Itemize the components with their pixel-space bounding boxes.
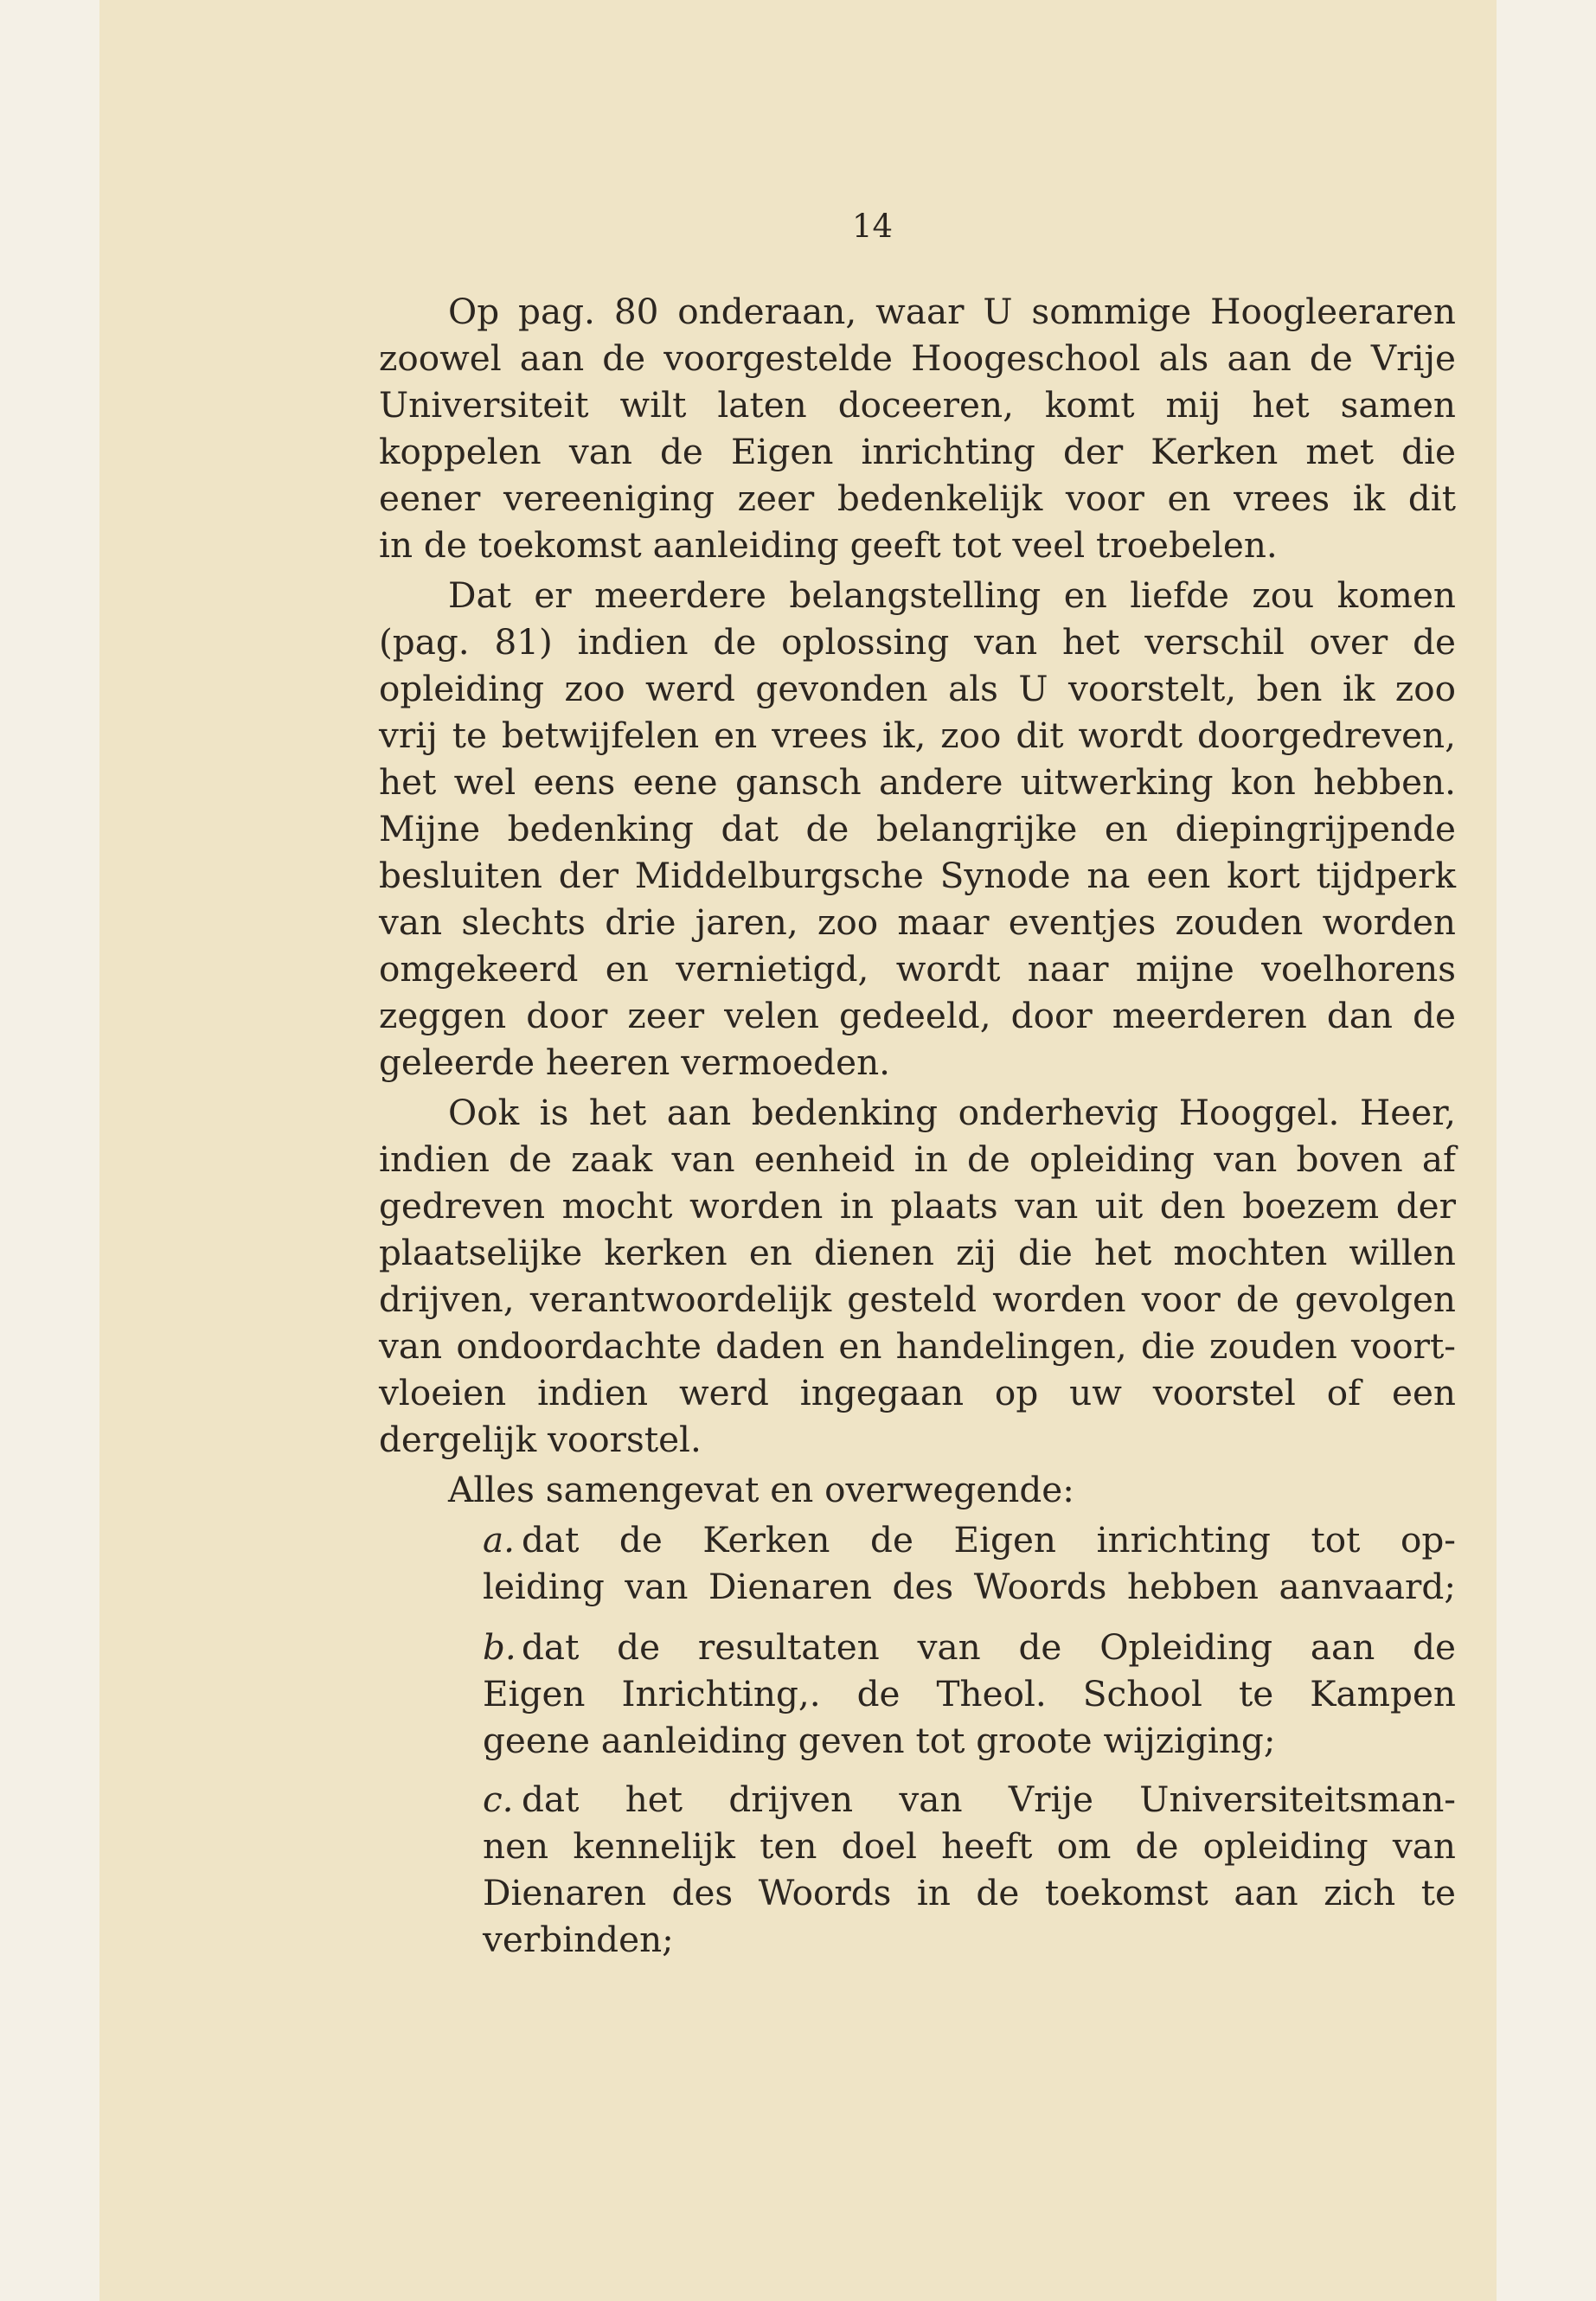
text-line: opleiding zoo werd gevonden als U voorstelt, ben ik zoo [379,668,1456,709]
list-label-text: b. [483,1626,516,1668]
text-line: van ondoordachte daden en handelingen, die zouden voort- [379,1325,1456,1367]
text-line: geene aanleiding geven tot groote wijziging; [483,1720,1276,1761]
text-line: zeggen door zeer velen gedeeld, door meerderen dan de [379,995,1456,1036]
page-number: 14 [852,208,894,245]
text-line: nen kennelijk ten doel heeft om de opleiding van [483,1825,1456,1867]
text-line: Op pag. 80 onderaan, waar U sommige Hoogleeraren [448,291,1456,332]
text-line: zoowel aan de voorgestelde Hoogeschool als aan de Vrije [379,337,1456,379]
list-label-text: a. [483,1519,516,1561]
text-line: besluiten der Middelburgsche Synode na een kort tijdperk [379,855,1456,896]
text-line: het wel eens eene gansch andere uitwerking kon hebben. [379,761,1456,803]
text-line: Universiteit wilt laten doceeren, komt mij het samen [379,384,1456,426]
text-line: dat het drijven van Vrije Universiteitsman- [522,1779,1456,1820]
text-line: omgekeerd en vernietigd, wordt naar mijne voelhorens [379,948,1456,990]
text-line: Dienaren des Woords in de toekomst aan zich te [483,1872,1456,1913]
text-line: vrij te betwijfelen en vrees ik, zoo dit wordt doorgedreven, [379,715,1456,756]
text-line: in de toekomst aanleiding geeft tot veel troebelen. [379,524,1278,566]
text-line: plaatselijke kerken en dienen zij die het mochten willen [379,1232,1456,1273]
text-line: drijven, verantwoordelijk gesteld worden voor de gevolgen [379,1279,1456,1320]
text-line: Eigen Inrichting,. de Theol. School te Kampen [483,1673,1456,1715]
text-line: Mijne bedenking dat de belangrijke en diepingrijpende [379,808,1456,849]
book-page [99,0,1497,2301]
text-line: vloeien indien werd ingegaan op uw voorstel of een [379,1372,1456,1413]
text-line: indien de zaak van eenheid in de opleiding van boven af [379,1138,1456,1180]
text-line: dat de resultaten van de Opleiding aan de [522,1626,1456,1668]
text-line: verbinden; [483,1919,674,1960]
text-line: Dat er meerdere belangstelling en liefde zou komen [448,574,1456,616]
list-label [483,1775,514,1823]
text-line: gedreven mocht worden in plaats van uit den boezem der [379,1185,1456,1227]
text-line: leiding van Dienaren des Woords hebben aanvaard; [483,1566,1456,1607]
text-line: dat de Kerken de Eigen inrichting tot op- [522,1519,1456,1561]
text-line: Ook is het aan bedenking onderhevig Hooggel. Heer, [448,1092,1456,1133]
text-line: dergelijk voorstel. [379,1419,702,1460]
list-label-text: c. [483,1779,514,1820]
text-line: geleerde heeren vermoeden. [379,1042,891,1083]
text-line: (pag. 81) indien de oplossing van het verschil over de [379,621,1456,663]
text-line: van slechts drie jaren, zoo maar eventjes zouden worden [379,901,1456,943]
text-line: Alles samengevat en overwegende: [448,1469,1074,1510]
text-line: eener vereeniging zeer bedenkelijk voor en vrees ik dit [379,478,1456,519]
text-line: koppelen van de Eigen inrichting der Kerken met die [379,431,1456,472]
list-label [483,1623,516,1671]
